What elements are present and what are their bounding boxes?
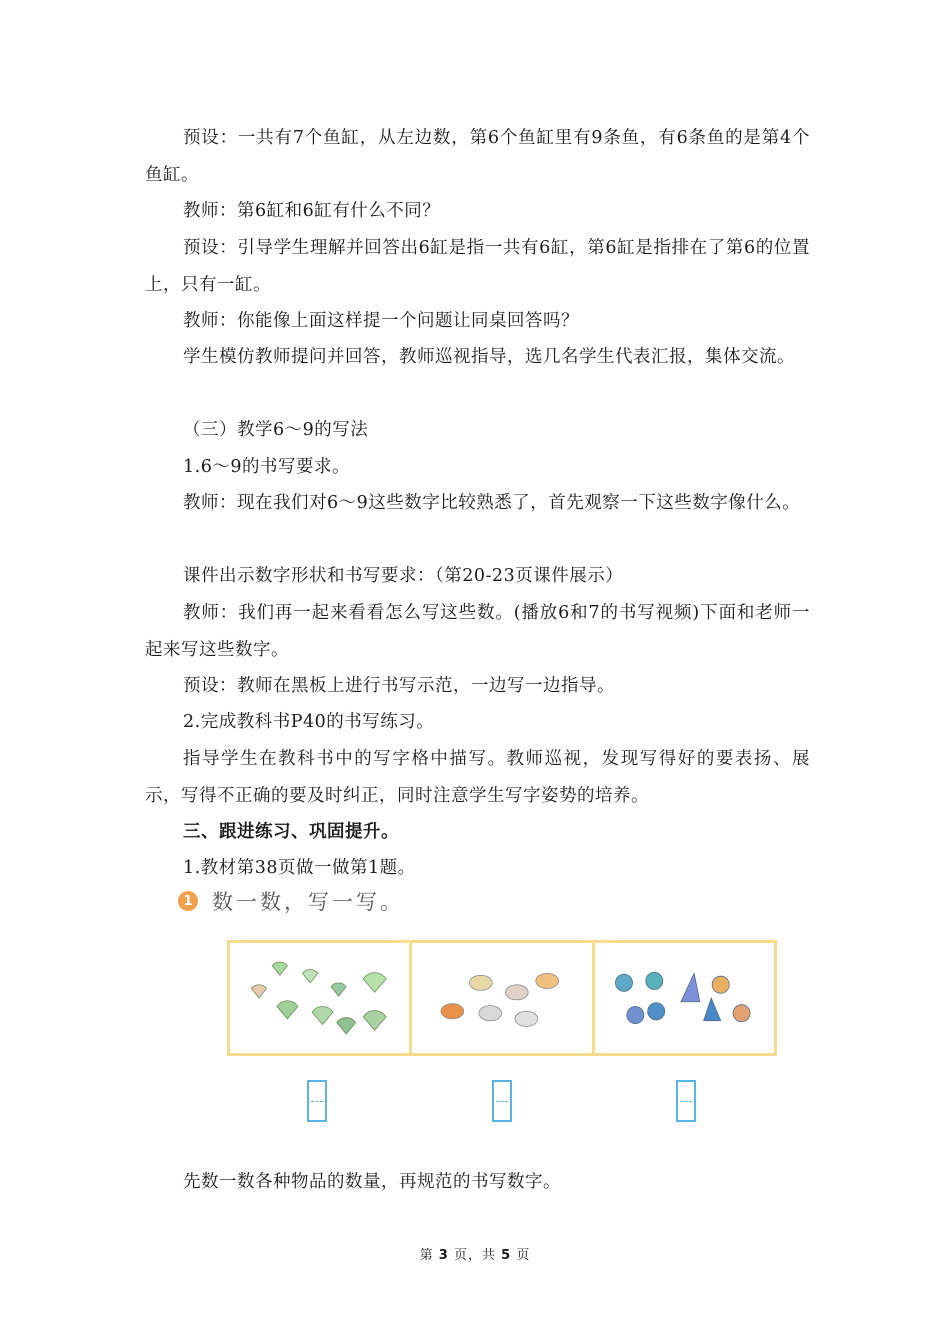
- paragraph: 教师：我们再一起来看看怎么写这些数。(播放6和7的书写视频)下面和老师一起来写这些数字。: [145, 603, 810, 660]
- paragraph: 1.教材第38页做一做第1题。: [183, 858, 416, 878]
- section-heading: （三）教学6～9的写法: [183, 420, 369, 440]
- paragraph: 课件出示数字形状和书写要求：（第20-23页课件展示）: [183, 566, 624, 586]
- writing-box[interactable]: [492, 1080, 512, 1122]
- exercise-instruction: 数一数，写一写。: [212, 890, 404, 914]
- paragraph: 教师：你能像上面这样提一个问题让同桌回答吗？: [183, 311, 579, 331]
- conch-shells-panel: [592, 940, 777, 1056]
- paragraph: 教师：现在我们对6～9这些数字比较熟悉了，首先观察一下这些数字像什么。: [183, 493, 801, 513]
- paragraph: 预设：一共有7个鱼缸，从左边数，第6个鱼缸里有9条鱼，有6条鱼的是第4个鱼缸。: [145, 128, 810, 185]
- paragraph: 1.6～9的书写要求。: [183, 457, 350, 477]
- writing-box[interactable]: [676, 1080, 696, 1122]
- round-shells-illustration: [412, 943, 591, 1053]
- current-page-number: 3: [438, 1248, 449, 1263]
- exercise-picture-panels: [227, 940, 777, 1056]
- paragraph: 预设：引导学生理解并回答出6缸是指一共有6缸，第6缸是指排在了第6的位置上，只有一缸。: [145, 238, 810, 295]
- paragraph: 指导学生在教科书中的写字格中描写。教师巡视，发现写得好的要表扬、展示，写得不正确的要及时纠正，同时注意学生写字姿势的培养。: [145, 749, 810, 806]
- paragraph: 预设：教师在黑板上进行书写示范，一边写一边指导。: [183, 676, 615, 696]
- total-page-number: 5: [501, 1248, 512, 1263]
- paragraph: 先数一数各种物品的数量，再规范的书写数字。: [183, 1172, 561, 1192]
- exercise-number-badge: 1: [178, 891, 198, 911]
- conch-shells-illustration: [595, 943, 774, 1053]
- writing-box[interactable]: [307, 1080, 327, 1122]
- paragraph: 2.完成教科书P40的书写练习。: [183, 712, 435, 732]
- paragraph: 学生模仿教师提问并回答，教师巡视指导，选几名学生代表汇报，集体交流。: [183, 347, 795, 367]
- round-shells-panel: [409, 940, 594, 1056]
- scallop-shells-illustration: [230, 943, 409, 1053]
- page-footer: 第 3 页，共 5 页: [419, 1248, 531, 1263]
- scallop-shells-panel: [227, 940, 412, 1056]
- paragraph: 教师：第6缸和6缸有什么不同？: [183, 201, 441, 221]
- exercise-header: [178, 883, 404, 919]
- section-heading-bold: 三、跟进练习、巩固提升。: [183, 822, 399, 842]
